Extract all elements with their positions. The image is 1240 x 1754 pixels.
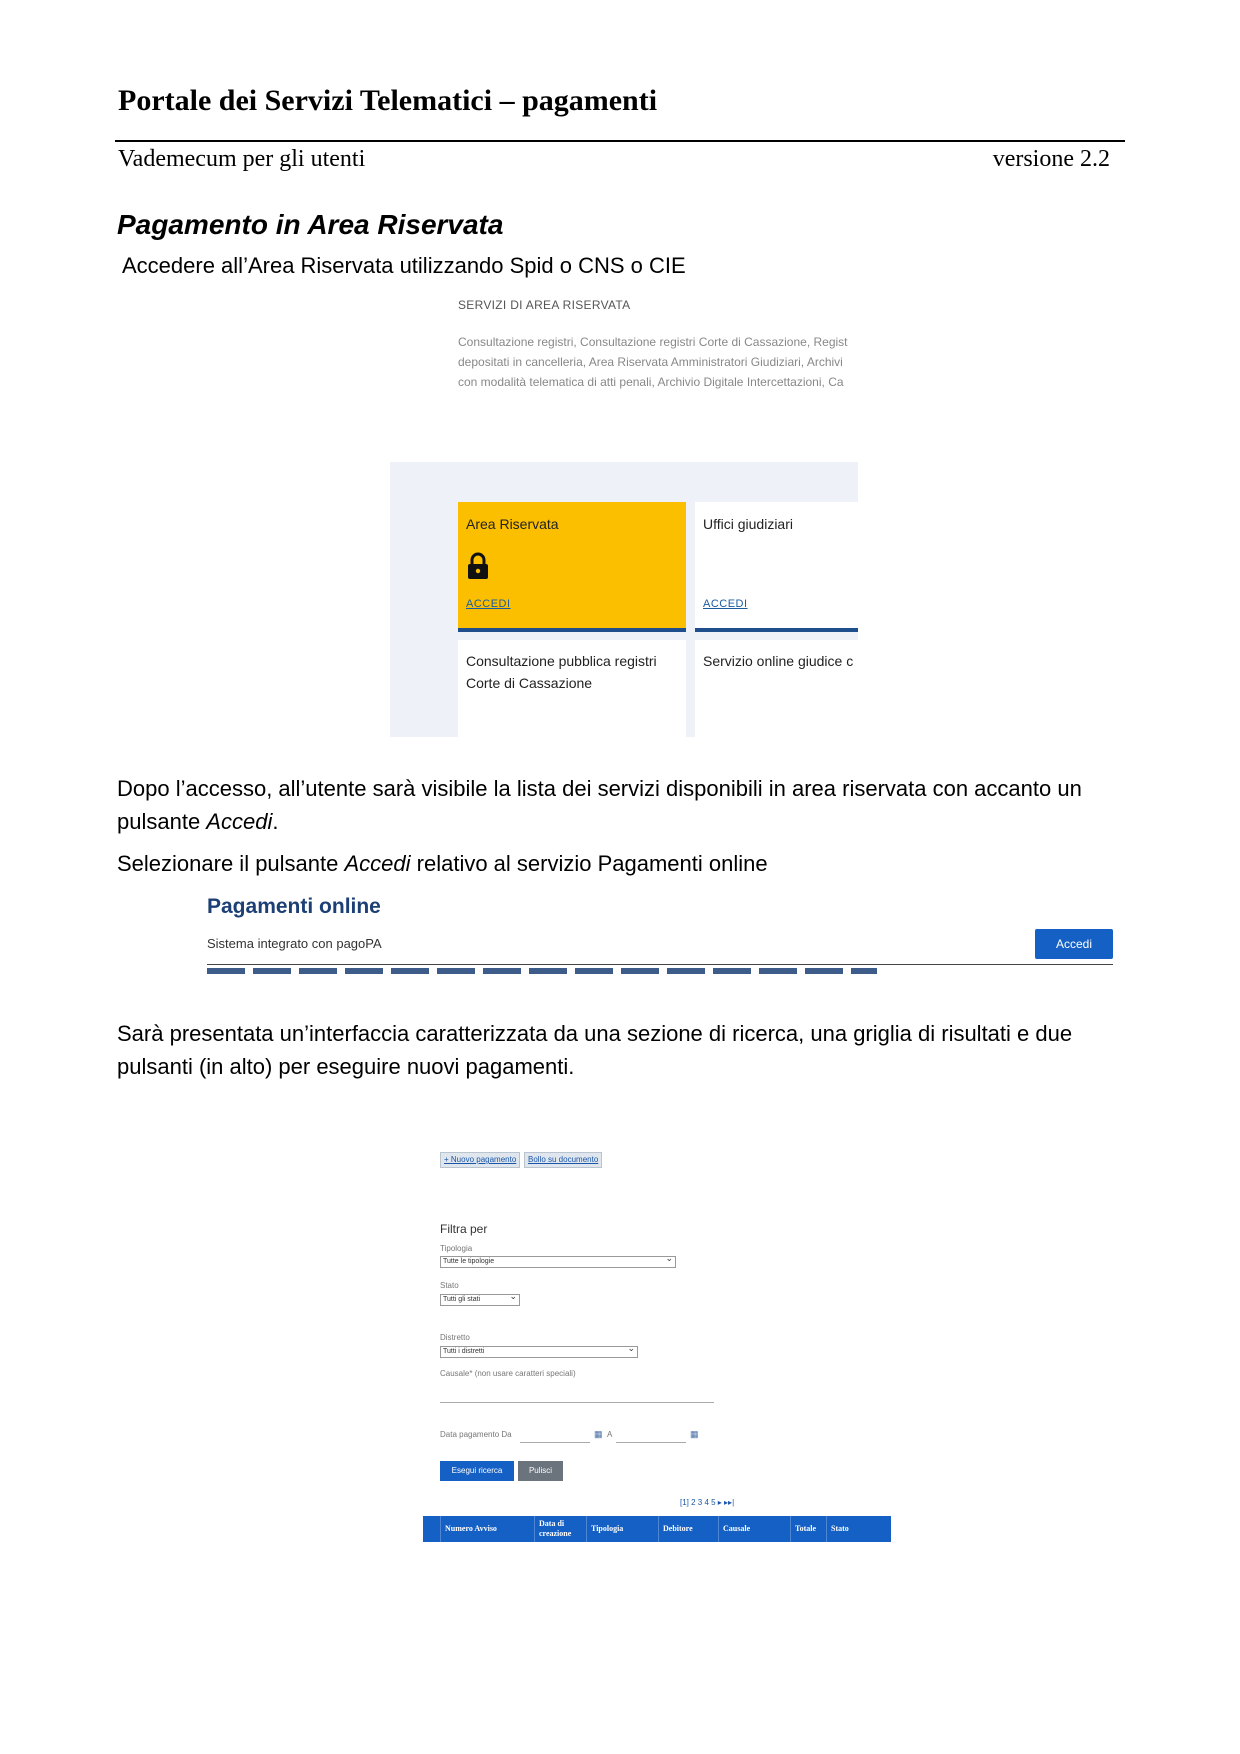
tile-consultazione-line1: Consultazione pubblica registri <box>466 653 657 669</box>
esegui-ricerca-button[interactable]: Esegui ricerca <box>440 1461 514 1481</box>
data-pagamento-label: Data pagamento Da <box>440 1430 512 1439</box>
column-header[interactable]: Tipologia <box>586 1516 658 1542</box>
tile-servizio-title: Servizio online giudice c <box>703 653 854 669</box>
tile-bar <box>458 628 686 632</box>
tipologia-label: Tipologia <box>440 1244 473 1253</box>
filter-title: Filtra per <box>440 1222 488 1236</box>
causale-input[interactable] <box>440 1402 714 1403</box>
tile-consultazione-line2: Corte di Cassazione <box>466 675 593 691</box>
tile-servizio-online[interactable] <box>695 640 858 737</box>
column-header[interactable]: Data di creazione <box>534 1516 586 1542</box>
pagamenti-interface <box>440 1152 900 1552</box>
paragraph-selezionare <box>117 847 1127 880</box>
tile-area-riservata[interactable] <box>458 502 686 632</box>
pagamenti-online-divider <box>207 964 1113 965</box>
section-heading: Pagamento in Area Riservata <box>117 209 504 240</box>
cropped-next-row <box>207 968 877 974</box>
column-header[interactable]: Stato <box>826 1516 891 1542</box>
bollo-documento-button[interactable]: Bollo su documento <box>524 1152 602 1168</box>
tile-consultazione[interactable] <box>458 640 686 737</box>
paragraph-text: Selezionare il pulsante <box>117 851 345 876</box>
column-header[interactable]: Causale <box>718 1516 790 1542</box>
document-version: versione 2.2 <box>992 146 1110 172</box>
nuovo-pagamento-button[interactable]: + Nuovo pagamento <box>440 1152 520 1168</box>
intro-text: Accedere all’Area Riservata utilizzando Spid o CNS o CIE <box>122 253 686 278</box>
servizi-description <box>458 332 858 392</box>
calendar-icon[interactable]: ▦ <box>690 1429 699 1439</box>
column-header[interactable]: Debitore <box>658 1516 718 1542</box>
pagamenti-online-title: Pagamenti online <box>207 895 381 918</box>
document-title: Portale dei Servizi Telematici – pagamenti <box>118 84 658 117</box>
tile-consultazione-title <box>466 650 657 694</box>
servizi-heading: SERVIZI DI AREA RISERVATA <box>458 298 631 312</box>
pagamenti-online-subtitle: Sistema integrato con pagoPA <box>207 936 382 951</box>
results-table-header <box>423 1516 891 1542</box>
date-to-input[interactable] <box>616 1442 686 1443</box>
tile-uffici-title: Uffici giudiziari <box>703 516 793 532</box>
servizi-desc-line: con modalità telematica di atti penali, Archivio Digitale Intercettazioni, Ca <box>458 375 844 389</box>
servizi-desc-line: Consultazione registri, Consultazione registri Corte di Cassazione, Regist <box>458 335 848 349</box>
distretto-select[interactable]: Tutti i distretti ⌄ <box>440 1346 638 1358</box>
paragraph-text: Dopo l’accesso, all’utente sarà visibile la lista dei servizi disponibili in area riservata con accanto un pulsante <box>117 776 1082 834</box>
distretto-label: Distretto <box>440 1333 470 1342</box>
paragraph-text: . <box>272 809 279 834</box>
column-header[interactable]: Totale <box>790 1516 826 1542</box>
tile-area-riservata-title: Area Riservata <box>466 516 559 532</box>
pagination[interactable]: [1] 2 3 4 5 ▸ ▸▸| <box>680 1498 735 1507</box>
paragraph-interfaccia: Sarà presentata un’interfaccia caratterizzata da una sezione di ricerca, una griglia di risultati e due pulsanti (in alto) per eseguire nuovi pagamenti. <box>117 1021 1073 1079</box>
service-tiles <box>390 462 858 737</box>
header-rule <box>115 140 1125 142</box>
stato-select[interactable]: Tutti gli stati ⌄ <box>440 1294 520 1306</box>
servizi-desc-line: depositati in cancelleria, Area Riservata Amministratori Giudiziari, Archivi <box>458 355 843 369</box>
document-subtitle: Vademecum per gli utenti <box>118 146 366 172</box>
pulisci-button[interactable]: Pulisci <box>518 1461 563 1481</box>
tile-bar <box>695 628 858 632</box>
paragraph-dopo-accesso <box>117 772 1127 838</box>
calendar-icon[interactable]: ▦ <box>594 1429 603 1439</box>
causale-label: Causale* (non usare caratteri speciali) <box>440 1369 576 1378</box>
accedi-link[interactable]: ACCEDI <box>703 598 748 610</box>
paragraph-emphasis: Accedi <box>344 851 411 876</box>
tile-uffici-giudiziari[interactable] <box>695 502 858 632</box>
accedi-button[interactable]: Accedi <box>1035 929 1113 959</box>
column-header[interactable]: Numero Avviso <box>440 1516 534 1542</box>
lock-icon <box>466 552 490 580</box>
stato-label: Stato <box>440 1281 459 1290</box>
a-label: A <box>607 1430 613 1439</box>
paragraph-emphasis: Accedi <box>206 809 273 834</box>
date-from-input[interactable] <box>520 1442 590 1443</box>
accedi-link[interactable]: ACCEDI <box>466 598 511 610</box>
tipologia-select[interactable]: Tutte le tipologie ⌄ <box>440 1256 676 1268</box>
paragraph-text: relativo al servizio Pagamenti online <box>410 851 768 876</box>
